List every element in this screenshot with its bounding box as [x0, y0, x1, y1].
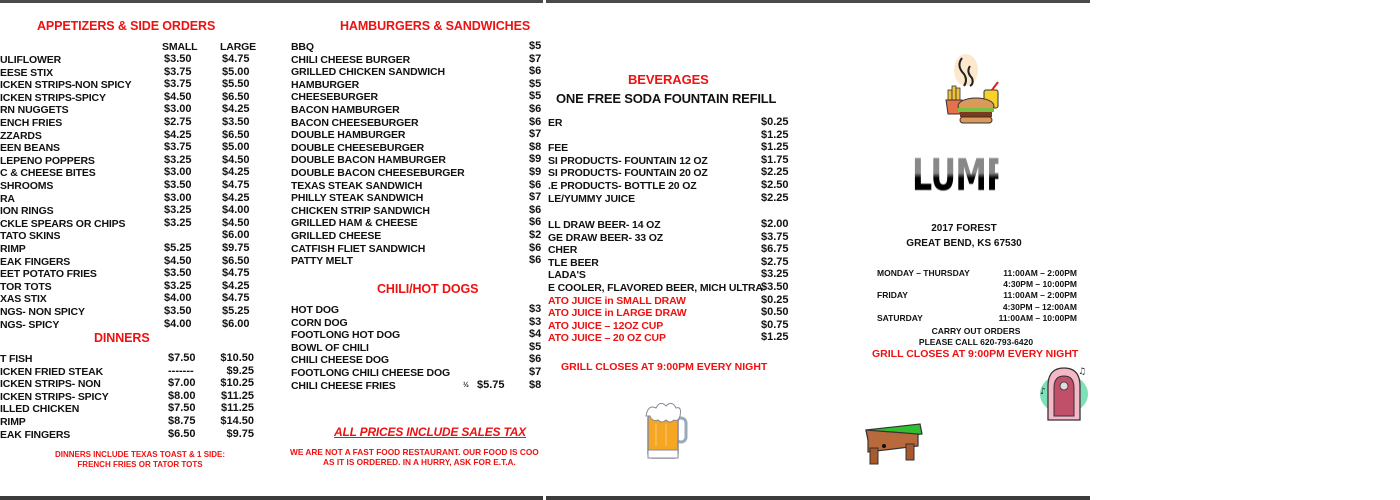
item-name: ICKEN STRIPS-NON SPICY: [0, 79, 132, 92]
beverage-row: [546, 295, 796, 308]
beverage-price: $3.25: [761, 268, 789, 281]
beverage-row: [546, 282, 796, 295]
item-price: $9: [529, 153, 542, 166]
item-price: $2: [529, 229, 542, 241]
item-price-large: $5.25: [222, 305, 250, 317]
item-price: $9: [529, 166, 542, 178]
item-name: CHILI CHEESE FRIES: [291, 379, 396, 392]
item-name: ULIFLOWER: [0, 54, 62, 66]
item-price: $6: [529, 65, 542, 78]
menu-item-row: [0, 319, 270, 332]
item-price: $5: [529, 340, 542, 353]
beverage-price: $1.25: [761, 141, 789, 154]
menu-item-row: [291, 180, 543, 193]
col-large-header: LARGE: [220, 41, 257, 53]
address-city: GREAT BEND, KS 67530: [906, 238, 1022, 249]
item-name: ICKEN STRIPS-SPICY: [0, 91, 106, 104]
item-name: BACON CHEESEBURGER: [291, 116, 419, 129]
beverage-name: CHER: [548, 244, 578, 257]
item-price-small: $2.75: [164, 116, 192, 128]
menu-item-row: [291, 304, 543, 317]
item-price: $6: [529, 115, 542, 128]
menu-item-row: [291, 380, 543, 393]
item-name: FOOTLONG HOT DOG: [291, 329, 401, 342]
col-small-header: SMALL: [162, 41, 198, 53]
beverage-row: [546, 142, 796, 155]
item-name: GRILLED CHEESE: [291, 230, 382, 242]
menu-item-row: [291, 91, 543, 104]
carry-out-label: CARRY OUT ORDERS: [931, 326, 1021, 336]
item-price: $7: [529, 191, 542, 204]
beverage-name: ER: [548, 117, 563, 129]
hours-time: 11:00AM – 2:00PM: [1003, 290, 1077, 301]
beverage-price: $0.25: [761, 293, 789, 306]
item-price: $7: [529, 128, 542, 141]
beverage-name: ATO JUICE – 12OZ CUP: [548, 319, 664, 332]
beverage-price: $2.25: [761, 166, 789, 179]
item-price-small: $4.00: [164, 317, 192, 330]
item-name: CKLE SPEARS OR CHIPS: [0, 217, 126, 230]
beverage-row: [546, 155, 796, 168]
jukebox-icon: [1036, 364, 1090, 424]
item-price-large: $4.25: [222, 191, 250, 204]
free-refill-subtitle: ONE FREE SODA FOUNTAIN REFILL: [556, 91, 777, 106]
pool-table-icon: [862, 420, 924, 468]
item-name: HAMBURGER: [291, 78, 360, 91]
menu-page-right: [546, 0, 1090, 500]
menu-item-row: [291, 243, 543, 256]
item-price: $6: [529, 353, 542, 366]
food-combo-image: [940, 52, 1006, 128]
beer-mug-icon: [642, 400, 692, 462]
item-name: DOUBLE CHEESEBURGER: [291, 141, 425, 154]
menu-item-row: [291, 192, 543, 205]
item-price-large: $5.00: [222, 65, 250, 78]
item-price-small: $5.25: [164, 242, 192, 254]
beverage-name: GE DRAW BEER- 33 OZ: [548, 231, 663, 244]
item-price: $5: [529, 40, 542, 52]
item-price: $8: [529, 140, 542, 153]
dinners-note-line2: FRENCH FRIES OR TATOR TOTS: [77, 460, 203, 469]
item-name: CHICKEN STRIP SANDWICH: [291, 204, 430, 217]
address: [884, 221, 1044, 251]
beverage-row: [546, 219, 796, 232]
beverage-price: $0.75: [761, 318, 789, 331]
item-name: NGS- NON SPICY: [0, 306, 85, 318]
item-name: ENCH FRIES: [0, 117, 63, 129]
item-name: BBQ: [291, 41, 314, 53]
item-price-large: $6.00: [222, 229, 250, 242]
item-name: BACON HAMBURGER: [291, 104, 400, 116]
item-price-large: $4.50: [222, 153, 250, 166]
fast-food-note: [290, 447, 539, 467]
hamburgers-heading: HAMBURGERS & SANDWICHES: [340, 19, 531, 33]
carry-out-info: [876, 326, 1076, 348]
item-name: RIMP: [0, 243, 26, 255]
page-bottom-border: [0, 496, 543, 500]
item-name: RA: [0, 192, 15, 205]
page-bottom-border: [546, 496, 1090, 500]
item-price-large: $11.25: [220, 402, 254, 415]
item-name: TATO SKINS: [0, 230, 61, 243]
fast-food-note-line1: WE ARE NOT A FAST FOOD RESTAURANT. OUR FOOD IS COO: [290, 447, 539, 457]
beverage-name: E COOLER, FLAVORED BEER, MICH ULTRA: [548, 282, 763, 294]
item-price-small: $3.25: [164, 204, 192, 217]
item-price: $8: [529, 378, 542, 391]
restaurant-logo: [912, 150, 1062, 210]
beverage-price: $0.25: [761, 116, 789, 128]
grill-closes-notice-cover: GRILL CLOSES AT 9:00PM EVERY NIGHT: [872, 348, 1079, 360]
beverage-row: [546, 332, 796, 345]
item-price-large: $4.50: [222, 216, 250, 229]
item-price-small: $7.50: [168, 402, 196, 415]
hours-time: 11:00AM – 10:00PM: [998, 312, 1077, 323]
fast-food-note-line2: AS IT IS ORDERED. IN A HURRY, ASK FOR E.T.A.: [323, 457, 516, 467]
item-price-large: $5.50: [222, 78, 250, 91]
item-price: $5: [529, 90, 542, 103]
logo-text: LUMPY'S: [912, 150, 1062, 201]
item-price-large: $9.75: [222, 242, 250, 254]
beverage-name: ATO JUICE in SMALL DRAW: [548, 294, 686, 307]
beverage-name: LE/YUMMY JUICE: [548, 192, 635, 205]
beer-mug-image: [642, 400, 692, 462]
item-price-small: $3.75: [164, 141, 192, 154]
item-price-large: $4.25: [222, 166, 250, 179]
hours-row: [877, 313, 1077, 326]
item-name: DOUBLE BACON HAMBURGER: [291, 154, 446, 167]
item-name: TEXAS STEAK SANDWICH: [291, 179, 423, 192]
item-price-large: $4.75: [222, 179, 250, 191]
beverage-row: [546, 117, 796, 130]
beverage-name: ATO JUICE in LARGE DRAW: [548, 307, 687, 320]
item-name: EAK FINGERS: [0, 255, 71, 268]
item-name: DOUBLE BACON CHEESEBURGER: [291, 167, 465, 179]
item-name: XAS STIX: [0, 293, 47, 306]
menu-item-row: [291, 205, 543, 218]
menu-item-row: [291, 367, 543, 380]
item-name: EESE STIX: [0, 66, 53, 79]
menu-item-row: [291, 317, 543, 330]
svg-text:♫: ♫: [1078, 367, 1087, 377]
chili-heading: CHILI/HOT DOGS: [377, 282, 479, 296]
item-price-large: $10.50: [220, 352, 254, 364]
beverage-price: $2.75: [761, 255, 789, 268]
menu-item-row: [291, 79, 543, 92]
item-price-small: $3.00: [164, 103, 192, 116]
beverage-price: $3.50: [761, 281, 789, 293]
item-price-small: $4.50: [164, 90, 192, 103]
menu-page-left: [0, 0, 543, 500]
beverage-row: [546, 167, 796, 180]
hours-day: FRIDAY: [877, 290, 908, 301]
item-name: SHROOMS: [0, 180, 54, 192]
beverages-heading: BEVERAGES: [628, 72, 709, 87]
item-price-large: $4.25: [222, 103, 250, 116]
menu-item-row: [291, 104, 543, 117]
item-price-large: $4.75: [222, 292, 250, 305]
menu-item-row: [291, 354, 543, 367]
menu-item-row: [291, 54, 543, 67]
beverage-price: $1.25: [761, 128, 789, 141]
item-price-small: $3.00: [164, 166, 192, 179]
menu-item-row: [291, 66, 543, 79]
item-name: GRILLED CHICKEN SANDWICH: [291, 66, 445, 79]
item-price-large: $6.00: [222, 317, 250, 330]
menu-item-row: [291, 142, 543, 155]
item-price: $6: [529, 216, 542, 229]
item-price-small: $7.50: [168, 352, 196, 364]
menu-item-row: [291, 217, 543, 230]
item-price-large: $10.25: [220, 377, 254, 390]
menu-item-row: [0, 429, 270, 442]
item-price-large: $5.00: [222, 141, 250, 154]
pool-table-image: [862, 420, 924, 468]
item-price-half: $5.75: [477, 378, 505, 391]
item-price: $6: [529, 254, 542, 267]
item-name: ILLED CHICKEN: [0, 403, 80, 416]
item-name: ICKEN FRIED STEAK: [0, 365, 104, 378]
item-price-small: $3.75: [164, 65, 192, 78]
item-price: $7: [529, 366, 542, 378]
beverage-price: $6.75: [761, 243, 789, 256]
beverage-price: $2.00: [761, 218, 789, 230]
menu-item-row: [291, 255, 543, 268]
item-price-large: $9.75: [226, 427, 254, 440]
menu-item-row: [291, 154, 543, 167]
item-name: ICKEN STRIPS- NON: [0, 378, 101, 391]
item-price-small: $3.50: [164, 305, 192, 317]
item-price-large: $14.50: [220, 415, 254, 427]
menu-item-row: [291, 329, 543, 342]
menu-item-row: [291, 117, 543, 130]
item-name: RN NUGGETS: [0, 104, 69, 117]
item-price-large: $9.25: [226, 364, 254, 377]
item-name: HOT DOG: [291, 304, 339, 316]
item-price: $6: [529, 203, 542, 216]
item-price: $5: [529, 77, 542, 90]
item-price-large: $6.50: [222, 90, 250, 103]
appetizers-heading: APPETIZERS & SIDE ORDERS: [37, 19, 216, 33]
item-price-large: $4.25: [222, 279, 250, 292]
item-price: $3: [529, 303, 542, 315]
item-price-small: $6.50: [168, 427, 196, 440]
item-price-large: $4.75: [222, 267, 250, 280]
address-street: 2017 FOREST: [931, 223, 997, 234]
item-name: CHEESEBURGER: [291, 91, 378, 104]
item-price-small: $8.75: [168, 415, 196, 427]
item-name: DOUBLE HAMBURGER: [291, 129, 406, 142]
item-name: ZZARDS: [0, 129, 42, 142]
item-price-large: $6.50: [222, 128, 250, 141]
item-price-large: $4.00: [222, 204, 250, 217]
item-price: $6: [529, 103, 542, 115]
beverage-price: $2.25: [761, 191, 789, 204]
dinners-note: [40, 450, 240, 470]
item-price-small: $3.50: [164, 179, 192, 191]
item-name: GRILLED HAM & CHEESE: [291, 217, 418, 230]
beverage-row: [546, 130, 796, 143]
item-name: TOR TOTS: [0, 280, 52, 293]
hours-time: 4:30PM – 10:00PM: [1003, 279, 1077, 290]
svg-text:♪: ♪: [1040, 387, 1046, 397]
item-price: $3: [529, 315, 542, 328]
beverage-name: SI PRODUCTS- FOUNTAIN 12 OZ: [548, 154, 708, 167]
item-price-small: $4.00: [164, 292, 192, 305]
hours-day: SATURDAY: [877, 312, 923, 323]
item-price-large: $4.75: [222, 53, 250, 65]
item-name: CATFISH FLIET SANDWICH: [291, 242, 426, 255]
item-name: ICKEN STRIPS- SPICY: [0, 390, 109, 403]
item-name: T FISH: [0, 353, 33, 365]
phone-line: PLEASE CALL 620-793-6420: [918, 337, 1034, 347]
page-top-border: [0, 0, 543, 3]
beverage-row: [546, 193, 796, 206]
item-price-small: $8.00: [168, 389, 196, 402]
sales-tax-notice: ALL PRICES INCLUDE SALES TAX: [334, 425, 526, 439]
item-name: EEN BEANS: [0, 142, 60, 155]
beverage-price: $1.75: [761, 153, 789, 166]
item-name: PHILLY STEAK SANDWICH: [291, 192, 424, 205]
item-price-small: $4.25: [164, 128, 192, 141]
item-price: $6: [529, 241, 542, 254]
item-price-small: $4.50: [164, 254, 192, 267]
dinners-heading: DINNERS: [94, 331, 150, 345]
item-price-small: $3.25: [164, 216, 192, 229]
beverage-name: SI PRODUCTS- FOUNTAIN 20 OZ: [548, 167, 708, 180]
item-price: $4: [529, 328, 542, 341]
dinners-note-line1: DINNERS INCLUDE TEXAS TOAST & 1 SIDE:: [54, 450, 226, 459]
item-price-small: $3.25: [164, 153, 192, 166]
item-name: FOOTLONG CHILI CHEESE DOG: [291, 367, 451, 379]
beverage-price: $0.50: [761, 306, 789, 319]
item-price-small: $3.25: [164, 279, 192, 292]
beverage-row: [546, 320, 796, 333]
menu-item-row: [291, 129, 543, 142]
item-name: EET POTATO FRIES: [0, 268, 97, 281]
item-price-small: $3.50: [164, 53, 192, 65]
item-name: CHILI CHEESE DOG: [291, 354, 389, 367]
menu-item-row: [291, 41, 543, 54]
menu-item-row: [291, 342, 543, 355]
beverage-row: [546, 269, 796, 282]
beverage-row: [546, 180, 796, 193]
item-price-small: $3.75: [164, 78, 192, 91]
hours-time: 11:00AM – 2:00PM: [1003, 268, 1077, 278]
menu-item-row: [291, 167, 543, 180]
grill-closes-notice: GRILL CLOSES AT 9:00PM EVERY NIGHT: [561, 361, 768, 373]
beverage-row: [546, 232, 796, 245]
beverage-name: FEE: [548, 142, 568, 155]
item-price: $7: [529, 52, 542, 65]
jukebox-image: [1036, 364, 1090, 424]
item-name: CHILI CHEESE BURGER: [291, 53, 411, 66]
item-price-large: $6.50: [222, 254, 250, 267]
beverage-name: ATO JUICE – 20 OZ CUP: [548, 332, 666, 345]
item-price: $6: [529, 178, 542, 191]
item-price-small: -------: [168, 364, 194, 377]
item-price-large: $3.50: [222, 116, 250, 128]
menu-item-row: [291, 230, 543, 243]
beverage-price: $2.50: [761, 179, 789, 191]
burger-fries-icon: [940, 52, 1006, 128]
beverage-price: $3.75: [761, 230, 789, 243]
item-price-small: $3.50: [164, 267, 192, 280]
beverage-row: [546, 244, 796, 257]
item-name: PATTY MELT: [291, 255, 353, 268]
page-top-border: [546, 0, 1090, 3]
beverage-price: $1.25: [761, 331, 789, 344]
item-name: EAK FINGERS: [0, 428, 71, 441]
half-mark: ½: [463, 381, 469, 389]
item-price-large: $11.25: [220, 389, 254, 402]
item-name: CORN DOG: [291, 316, 348, 329]
item-name: ION RINGS: [0, 205, 54, 218]
beverage-name: TLE BEER: [548, 256, 599, 269]
item-name: BOWL OF CHILI: [291, 341, 369, 354]
hours-time: 4:30PM – 12:00AM: [1002, 301, 1077, 312]
item-name: RIMP: [0, 416, 26, 428]
beverage-name: LADA'S: [548, 269, 586, 282]
item-price-small: $7.00: [168, 377, 196, 390]
beverage-row: [546, 307, 796, 320]
item-price-small: $3.00: [164, 191, 192, 204]
beverage-row: [546, 257, 796, 270]
item-name: NGS- SPICY: [0, 318, 60, 331]
hours-day: MONDAY – THURSDAY: [877, 268, 970, 278]
item-name: C & CHEESE BITES: [0, 167, 96, 180]
beverage-name: .E PRODUCTS- BOTTLE 20 OZ: [548, 180, 697, 192]
beverage-name: LL DRAW BEER- 14 OZ: [548, 219, 661, 231]
item-name: LEPENO POPPERS: [0, 154, 95, 167]
